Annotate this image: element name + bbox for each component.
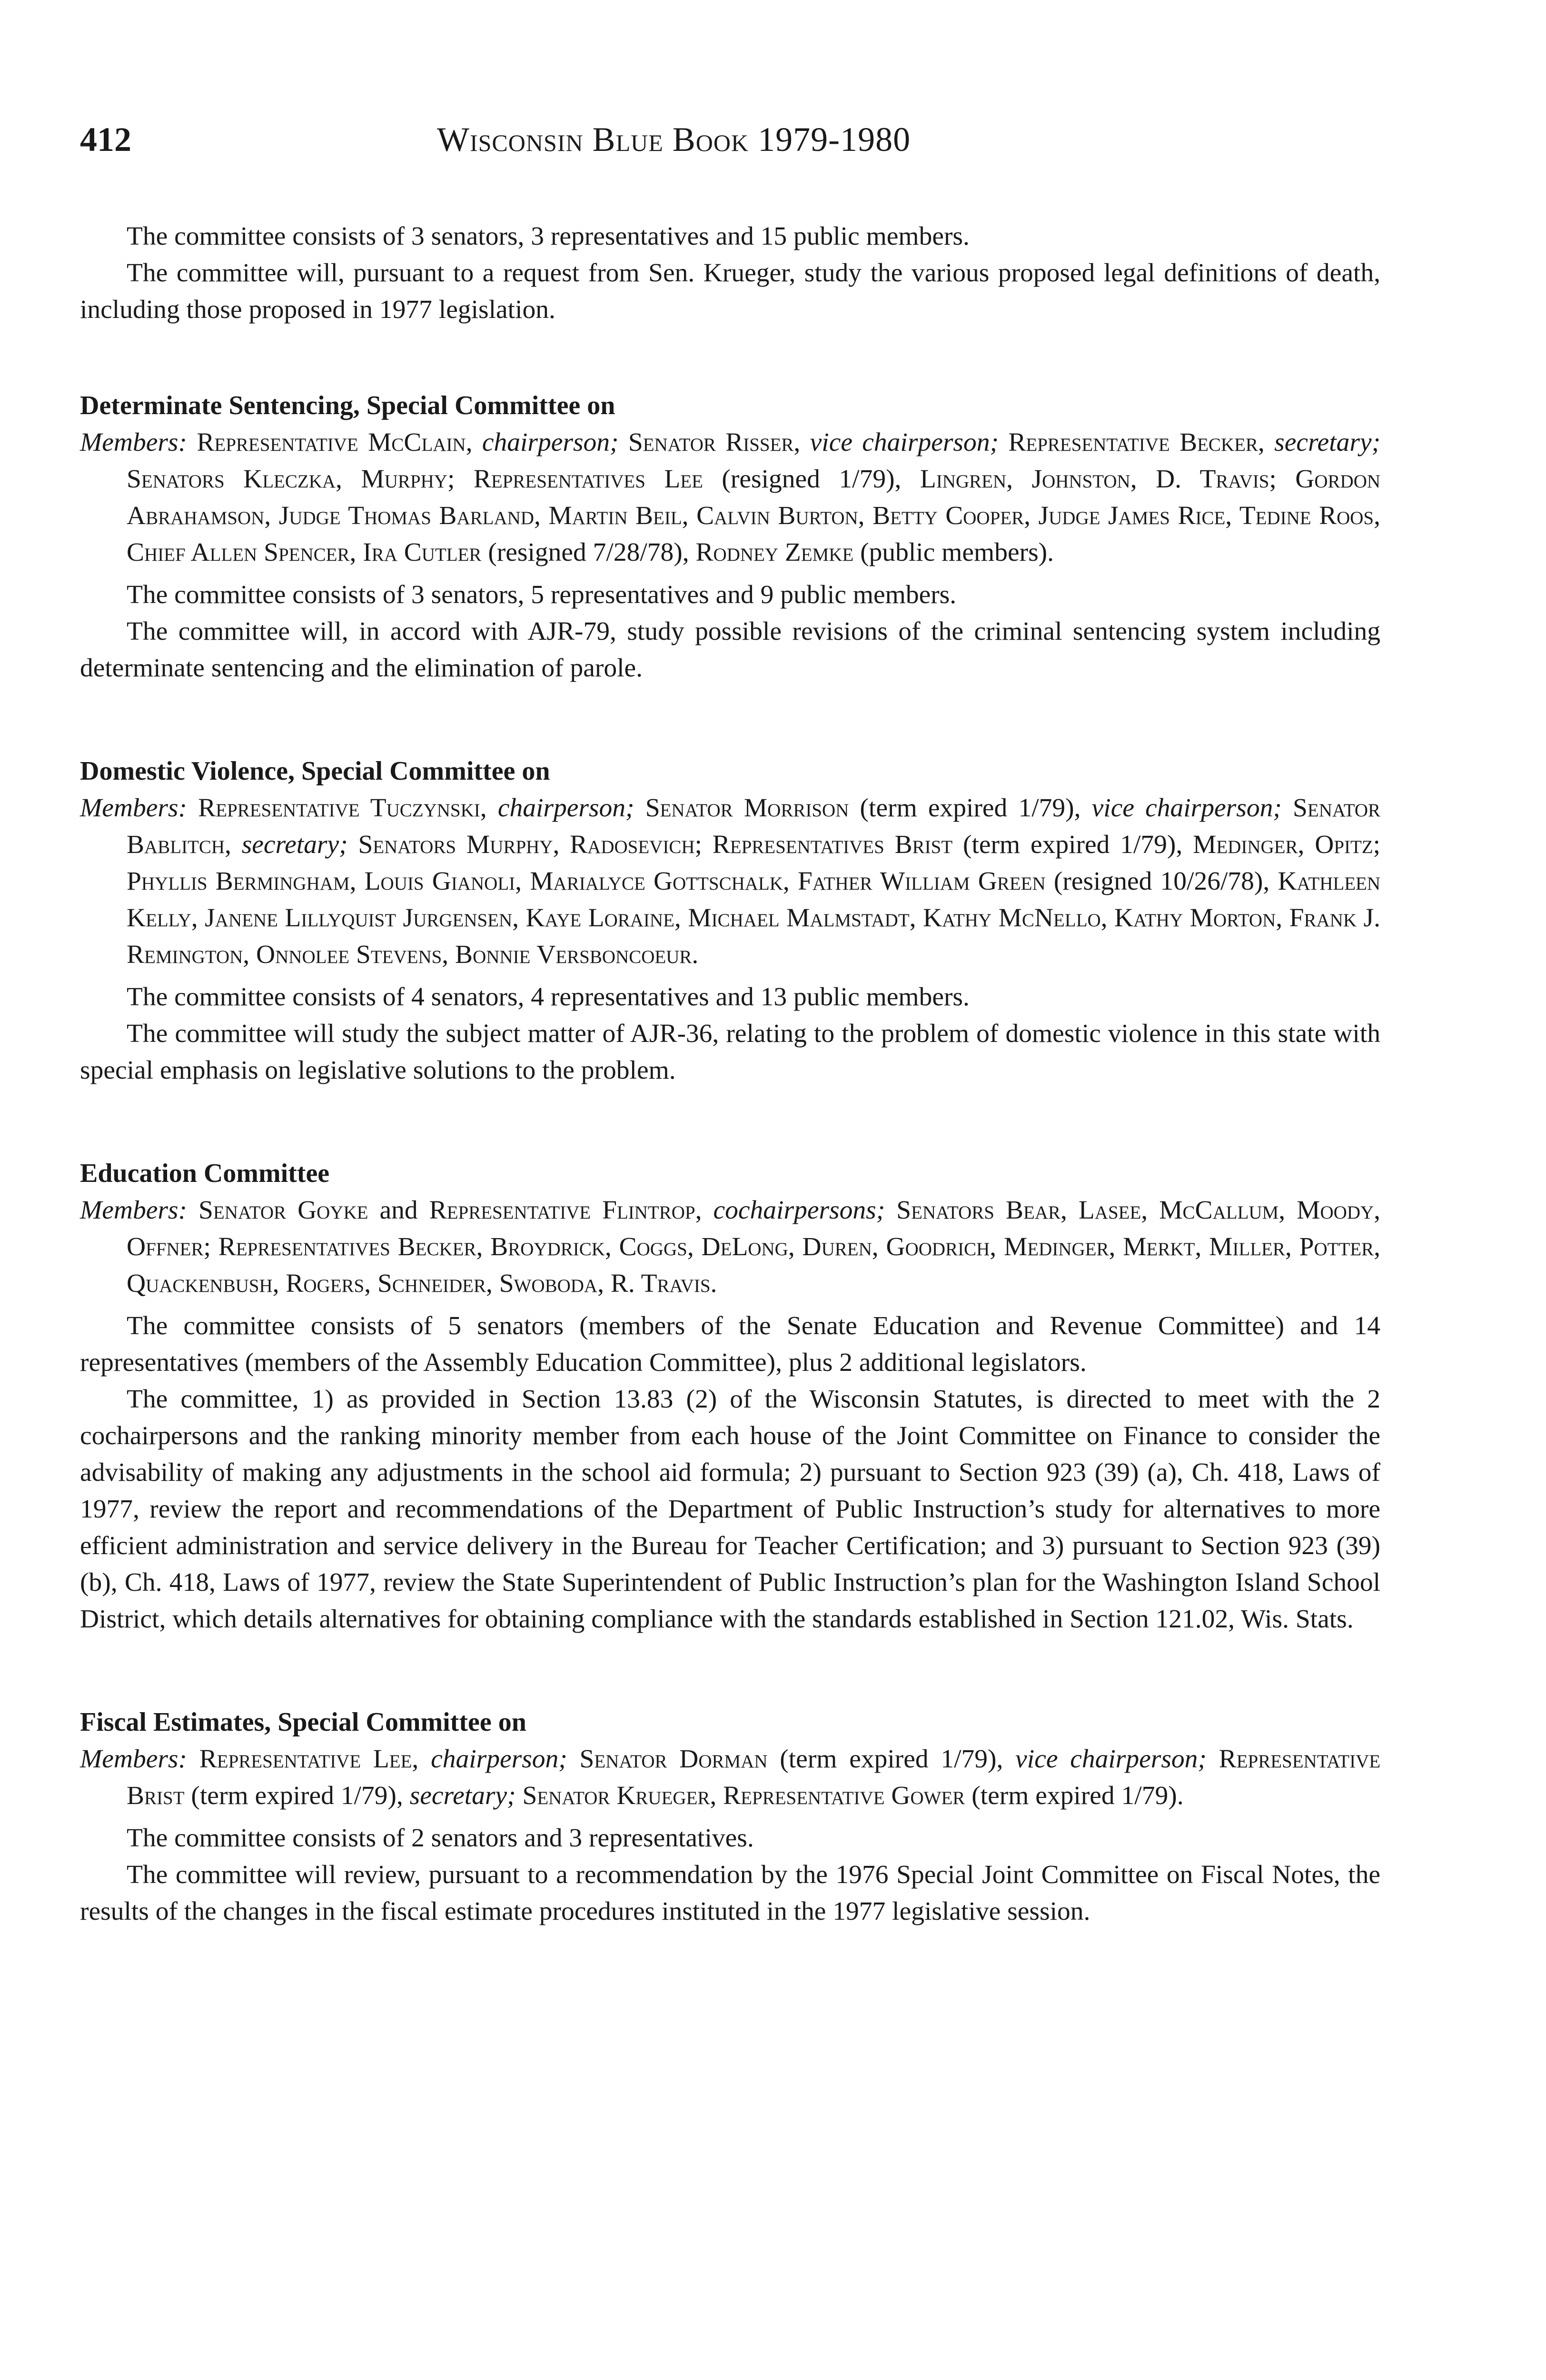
intro-purpose: The committee will, pursuant to a request from Sen. Krueger, study the various proposed legal definitions of death, including those proposed in 1977 legislation. [80,258,1380,324]
committee-purpose: The committee will, in accord with AJR-79, study possible revisions of the criminal sentencing system including determinate sentencing and the elimination of parole. [80,617,1380,683]
committee-heading: Domestic Violence, Special Committee on [80,756,550,786]
committee-heading: Fiscal Estimates, Special Committee on [80,1707,526,1737]
committee-fiscal-estimates [80,1704,1380,1930]
page-body [80,218,1380,1930]
members-list: Members: Representative McClain, chairperson; Senator Risser, vice chairperson; Representative Becker, secretary; Senators Kleczka, Murphy; Representatives Lee (resigned 1/79), Lingren, Johnston, D. Travis; Gordon Abrahamson, Judge Thomas Barland, Martin Beil, Calvin Burton, Betty Cooper, Judge James Rice, Tedine Roos, Chief Allen Spencer, Ira Cutler (resigned 7/28/78), Rodney Zemke (public members). [80,428,1381,567]
members-label: Members: [80,1196,188,1225]
section-spacer [80,1637,1380,1704]
committee-purpose: The committee will study the subject matter of AJR-36, relating to the problem of domestic violence in this state with special emphasis on legislative solutions to the problem. [80,1019,1380,1085]
members-label: Members: [80,1745,188,1774]
running-title: Wisconsin Blue Book 1979-1980 [437,120,911,159]
section-spacer [80,686,1380,753]
committee-determinate-sentencing [80,387,1380,686]
section-spacer [80,328,1380,387]
section-spacer [80,1089,1380,1155]
members-label: Members: [80,428,188,457]
committee-composition: The committee consists of 5 senators (members of the Senate Education and Revenue Committee) and 14 representatives (members of the Assembly Education Committee), plus 2 additional legislators. [80,1311,1380,1377]
committee-heading: Education Committee [80,1159,330,1188]
committee-purpose: The committee will review, pursuant to a recommendation by the 1976 Special Joint Committee on Fiscal Notes, the results of the changes in the fiscal estimate procedures instituted in the 1977 legislative session. [80,1860,1380,1926]
members-list: Members: Representative Lee, chairperson; Senator Dorman (term expired 1/79), vice chairperson; Representative Brist (term expired 1/79), secretary; Senator Krueger, Representative Gower (term expired 1/79). [80,1745,1381,1810]
members-label: Members: [80,793,188,823]
committee-education [80,1155,1380,1637]
committee-composition: The committee consists of 3 senators, 5 representatives and 9 public members. [127,580,957,609]
committee-heading: Determinate Sentencing, Special Committee on [80,391,615,420]
members-list: Members: Representative Tuczynski, chairperson; Senator Morrison (term expired 1/79), vice chairperson; Senator Bablitch, secretary; Senators Murphy, Radosevich; Representatives Brist (term expired 1/79), Medinger, Opitz; Phyllis Bermingham, Louis Gianoli, Marialyce Gottschalk, Father William Green (resigned 10/26/78), Kathleen Kelly, Janene Lillyquist Jurgensen, Kaye Loraine, Michael Malmstadt, Kathy McNello, Kathy Morton, Frank J. Remington, Onnolee Stevens, Bonnie Versboncoeur. [80,793,1381,969]
committee-purpose: The committee, 1) as provided in Section 13.83 (2) of the Wisconsin Statutes, is directed to meet with the 2 cochairpersons and the ranking minority member from each house of the Joint Committee on Finance to consider the advisability of making any adjustments in the school aid formula; 2) pursuant to Section 923 (39) (a), Ch. 418, Laws of 1977, review the report and recommendations of the Department of Public Instruction’s study for alternatives to more efficient administration and service delivery in the Bureau for Teacher Certification; and 3) pursuant to Section 923 (39) (b), Ch. 418, Laws of 1977, review the State Superintendent of Public Instruction’s plan for the Washington Island School District, which details alternatives for obtaining compliance with the standards established in Section 121.02, Wis. Stats. [80,1385,1380,1634]
running-head [80,118,1403,161]
intro-composition: The committee consists of 3 senators, 3 representatives and 15 public members. [127,222,970,251]
committee-domestic-violence [80,753,1380,1089]
page-number: 412 [80,120,131,159]
committee-composition: The committee consists of 2 senators and 3 representatives. [127,1824,754,1853]
committee-composition: The committee consists of 4 senators, 4 representatives and 13 public members. [127,982,970,1012]
members-list: Members: Senator Goyke and Representative Flintrop, cochairpersons; Senators Bear, Lasee, McCallum, Moody, Offner; Representatives Becker, Broydrick, Coggs, DeLong, Duren, Goodrich, Medinger, Merkt, Miller, Potter, Quackenbush, Rogers, Schneider, Swoboda, R. Travis. [80,1196,1381,1298]
